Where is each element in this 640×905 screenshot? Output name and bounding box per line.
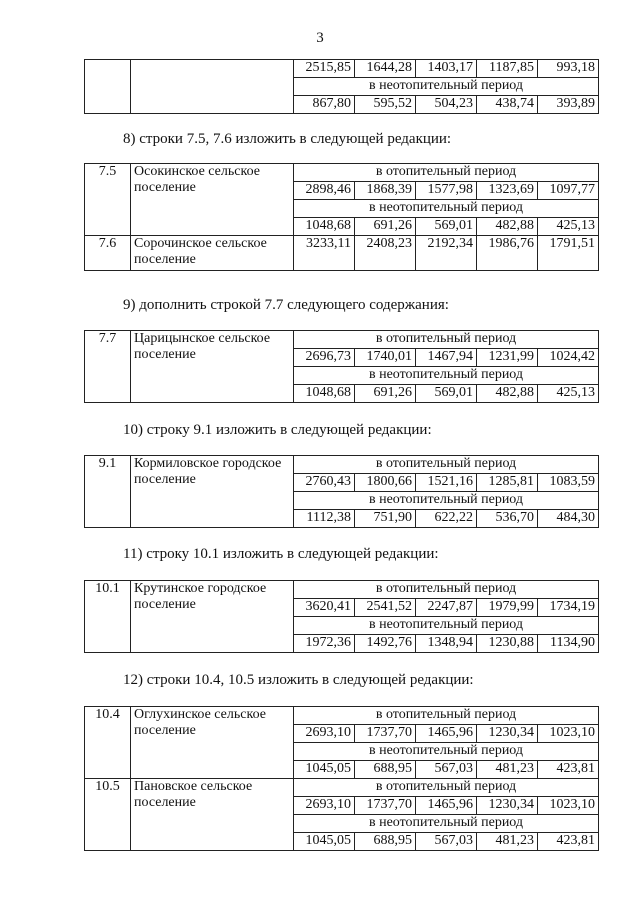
- value-cell: 2192,34: [416, 236, 477, 271]
- value-cell: 393,89: [538, 96, 599, 114]
- table-row: [85, 236, 599, 271]
- value-cell: 2898,46: [294, 182, 355, 200]
- value-cell: 567,03: [416, 833, 477, 851]
- value-cell: 2693,10: [294, 725, 355, 743]
- value-cell: 1230,34: [477, 797, 538, 815]
- value-cell: 1737,70: [355, 725, 416, 743]
- value-cell: 688,95: [355, 761, 416, 779]
- value-cell: 569,01: [416, 218, 477, 236]
- instruction-text: 12) строки 10.4, 10.5 изложить в следующей редакции:: [123, 672, 474, 688]
- value-cell: 595,52: [355, 96, 416, 114]
- value-cell: 2247,87: [416, 599, 477, 617]
- table-row: [85, 60, 599, 78]
- value-cell: 751,90: [355, 510, 416, 528]
- value-cell: 567,03: [416, 761, 477, 779]
- value-cell: 2696,73: [294, 349, 355, 367]
- instruction-text: 9) дополнить строкой 7.7 следующего содержания:: [123, 297, 449, 313]
- value-cell: 1791,51: [538, 236, 599, 271]
- value-cell: 482,88: [477, 385, 538, 403]
- table-section-12: [84, 706, 599, 851]
- table-top-fragment: [84, 59, 599, 114]
- period-label: в отопительный период: [294, 581, 599, 599]
- settlement-name: Кормиловское городское поселение: [131, 456, 294, 528]
- settlement-name: Крутинское городское поселение: [131, 581, 294, 653]
- period-label: в отопительный период: [294, 164, 599, 182]
- table-row: [85, 331, 599, 349]
- value-cell: 1972,36: [294, 635, 355, 653]
- value-cell: 691,26: [355, 218, 416, 236]
- instruction-text: 8) строки 7.5, 7.6 изложить в следующей редакции:: [123, 131, 452, 147]
- value-cell: 423,81: [538, 833, 599, 851]
- value-cell: 536,70: [477, 510, 538, 528]
- settlement-name: Сорочинское сельское поселение: [131, 236, 294, 271]
- row-code: 7.5: [85, 164, 131, 236]
- period-label: в неотопительный период: [294, 815, 599, 833]
- settlement-name: Осокинское сельское поселение: [131, 164, 294, 236]
- table-section-9: [84, 330, 599, 403]
- value-cell: 481,23: [477, 833, 538, 851]
- value-cell: 3620,41: [294, 599, 355, 617]
- value-cell: 1048,68: [294, 385, 355, 403]
- value-cell: 2541,52: [355, 599, 416, 617]
- period-label: в отопительный период: [294, 779, 599, 797]
- value-cell: 423,81: [538, 761, 599, 779]
- period-label: в отопительный период: [294, 707, 599, 725]
- table-section-10: [84, 455, 599, 528]
- value-cell: 1740,01: [355, 349, 416, 367]
- value-cell: 1868,39: [355, 182, 416, 200]
- table-row: [85, 456, 599, 474]
- period-label: в отопительный период: [294, 456, 599, 474]
- instruction-text: 10) строку 9.1 изложить в следующей редакции:: [123, 422, 432, 438]
- value-cell: 1134,90: [538, 635, 599, 653]
- value-cell: 1986,76: [477, 236, 538, 271]
- table-row: [85, 707, 599, 725]
- value-cell: 438,74: [477, 96, 538, 114]
- code-cell: [85, 60, 131, 114]
- row-code: 7.7: [85, 331, 131, 403]
- period-label: в неотопительный период: [294, 78, 599, 96]
- value-cell: 691,26: [355, 385, 416, 403]
- row-code: 10.5: [85, 779, 131, 851]
- period-label: в отопительный период: [294, 331, 599, 349]
- settlement-name: Царицынское сельское поселение: [131, 331, 294, 403]
- value-cell: 425,13: [538, 385, 599, 403]
- settlement-name: Пановское сельское поселение: [131, 779, 294, 851]
- table-section-11: [84, 580, 599, 653]
- value-cell: 1467,94: [416, 349, 477, 367]
- value-cell: 3233,11: [294, 236, 355, 271]
- value-cell: 1979,99: [477, 599, 538, 617]
- value-cell: 1403,17: [416, 60, 477, 78]
- value-cell: 2693,10: [294, 797, 355, 815]
- value-cell: 1323,69: [477, 182, 538, 200]
- value-cell: 1024,42: [538, 349, 599, 367]
- value-cell: 1465,96: [416, 797, 477, 815]
- value-cell: 504,23: [416, 96, 477, 114]
- row-code: 10.4: [85, 707, 131, 779]
- value-cell: 1187,85: [477, 60, 538, 78]
- value-cell: 1023,10: [538, 725, 599, 743]
- value-cell: 1230,88: [477, 635, 538, 653]
- value-cell: 867,80: [294, 96, 355, 114]
- value-cell: 993,18: [538, 60, 599, 78]
- value-cell: 484,30: [538, 510, 599, 528]
- value-cell: 1644,28: [355, 60, 416, 78]
- value-cell: 481,23: [477, 761, 538, 779]
- instruction-text: 11) строку 10.1 изложить в следующей редакции:: [123, 546, 439, 562]
- period-label: в неотопительный период: [294, 200, 599, 218]
- period-label: в неотопительный период: [294, 743, 599, 761]
- value-cell: 688,95: [355, 833, 416, 851]
- value-cell: 1800,66: [355, 474, 416, 492]
- value-cell: 1231,99: [477, 349, 538, 367]
- page-number: 3: [316, 30, 324, 46]
- value-cell: 1230,34: [477, 725, 538, 743]
- row-code: 7.6: [85, 236, 131, 271]
- value-cell: 482,88: [477, 218, 538, 236]
- value-cell: 1097,77: [538, 182, 599, 200]
- value-cell: 1083,59: [538, 474, 599, 492]
- value-cell: 1048,68: [294, 218, 355, 236]
- table-row: [85, 779, 599, 797]
- value-cell: 1045,05: [294, 761, 355, 779]
- value-cell: 1521,16: [416, 474, 477, 492]
- value-cell: 425,13: [538, 218, 599, 236]
- value-cell: 1734,19: [538, 599, 599, 617]
- name-cell: [131, 60, 294, 114]
- row-code: 9.1: [85, 456, 131, 528]
- value-cell: 1737,70: [355, 797, 416, 815]
- value-cell: 569,01: [416, 385, 477, 403]
- value-cell: 2515,85: [294, 60, 355, 78]
- period-label: в неотопительный период: [294, 617, 599, 635]
- period-label: в неотопительный период: [294, 367, 599, 385]
- table-row: [85, 581, 599, 599]
- period-label: в неотопительный период: [294, 492, 599, 510]
- value-cell: 2760,43: [294, 474, 355, 492]
- value-cell: 1023,10: [538, 797, 599, 815]
- value-cell: 2408,23: [355, 236, 416, 271]
- value-cell: 1112,38: [294, 510, 355, 528]
- table-section-8: [84, 163, 599, 271]
- value-cell: 1348,94: [416, 635, 477, 653]
- value-cell: 1285,81: [477, 474, 538, 492]
- value-cell: 1577,98: [416, 182, 477, 200]
- settlement-name: Оглухинское сельское поселение: [131, 707, 294, 779]
- value-cell: 1465,96: [416, 725, 477, 743]
- value-cell: 1492,76: [355, 635, 416, 653]
- row-code: 10.1: [85, 581, 131, 653]
- value-cell: 622,22: [416, 510, 477, 528]
- table-row: [85, 164, 599, 182]
- value-cell: 1045,05: [294, 833, 355, 851]
